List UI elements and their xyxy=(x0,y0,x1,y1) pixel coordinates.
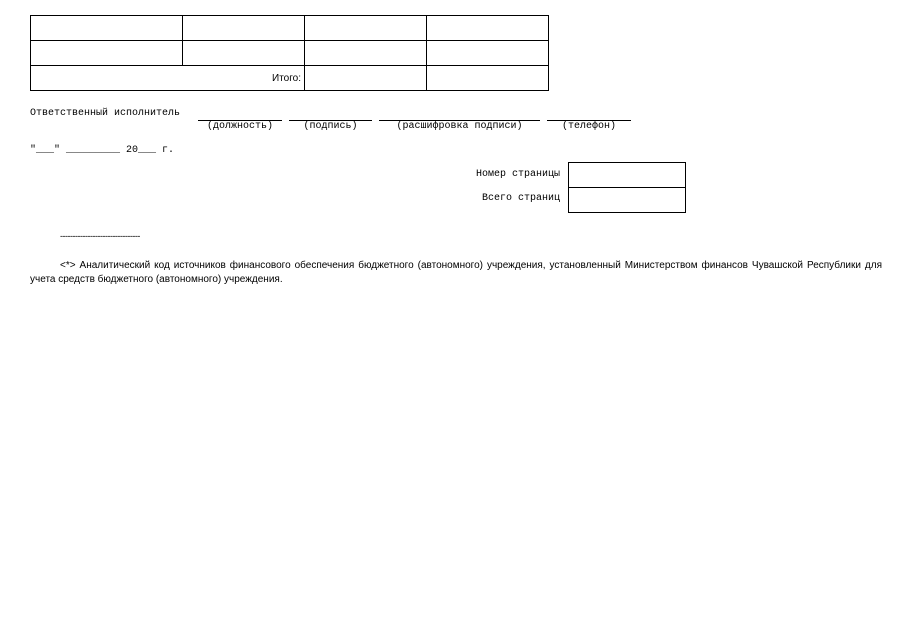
total-label: Итого: xyxy=(31,66,305,91)
page-number-cell xyxy=(569,163,686,188)
table-row xyxy=(569,188,686,213)
phone-caption: (телефон) xyxy=(561,121,616,132)
total-pages-label: Всего страниц xyxy=(481,193,560,204)
summary-table xyxy=(30,15,549,91)
total-row xyxy=(31,66,549,91)
table-row xyxy=(31,16,549,41)
page-info-table xyxy=(568,162,686,213)
table-cell xyxy=(183,16,305,41)
table-cell xyxy=(427,16,549,41)
total-pages-cell xyxy=(569,188,686,213)
total-value-cell xyxy=(305,66,427,91)
date-line: "___" _________ 20___ г. xyxy=(30,145,175,156)
table-cell xyxy=(427,41,549,66)
footnote-separator: -------------------------------- xyxy=(60,231,140,241)
table-cell xyxy=(31,41,183,66)
table-cell xyxy=(31,16,183,41)
table-cell xyxy=(183,41,305,66)
signature-decoding-caption: (расшифровка подписи) xyxy=(396,121,523,132)
signature-caption: (подпись) xyxy=(303,121,358,132)
total-value-cell xyxy=(427,66,549,91)
page-number-label: Номер страницы xyxy=(475,169,560,180)
footnote-text: <*> Аналитический код источников финансового обеспечения бюджетного (автономного) учреждения, установленный Министерством финансов Чувашской Республики для учета средств бюджетного (автономного) учреждения. xyxy=(30,260,882,285)
table-row xyxy=(31,41,549,66)
table-cell xyxy=(305,41,427,66)
table-cell xyxy=(305,16,427,41)
responsible-label: Ответственный исполнитель xyxy=(30,108,181,119)
table-row xyxy=(569,163,686,188)
position-caption: (должность) xyxy=(206,121,273,132)
